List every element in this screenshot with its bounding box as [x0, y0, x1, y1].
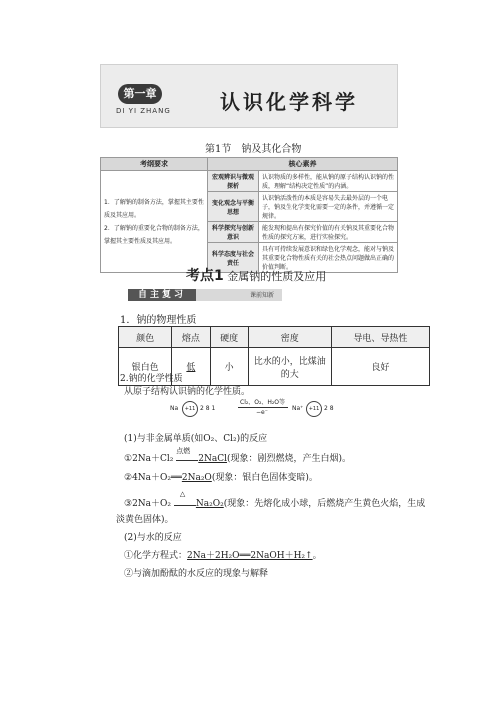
phys-value: 小 — [210, 348, 248, 386]
phys-header: 硬度 — [210, 327, 248, 348]
phys-value: 低 — [172, 348, 210, 386]
req-cat: 变化观念与平衡思想 — [208, 192, 259, 222]
reaction-1 — [124, 447, 352, 464]
na-right: Na⁺ — [292, 405, 304, 412]
r1-arrow — [176, 447, 198, 461]
phys-value: 银白色 — [119, 348, 172, 386]
arrow-line — [238, 407, 288, 408]
req-header-right: 核心素养 — [208, 158, 398, 171]
shells-right: 2 8 — [324, 405, 334, 412]
water-phenol: ②与滴加酚酞的水反应的现象与解释 — [124, 569, 269, 579]
r2-note: (现象：银白色固体变暗)。 — [211, 473, 318, 483]
r3-note: (现象：先熔化成小球，后燃烧产生黄色火焰，生成 — [223, 499, 426, 509]
r1-reactants: ①2Na＋Cl₂ — [124, 454, 174, 464]
requirements-table — [100, 157, 398, 273]
req-cat: 宏观辨识与微观探析 — [208, 171, 259, 192]
sub-heading-1: (1)与非金属单质(如O₂、Cl₂)的反应 — [124, 434, 268, 444]
req-left-2: 2．了解钠的重要化合物的制备方法，掌握其主要性质及其应用。 — [104, 224, 204, 245]
charge-right: +11 — [306, 401, 322, 417]
review-right: 课前知新 — [250, 292, 275, 299]
req-text: 具有可持续发展意识和绿色化学观念，能对与钠及其重要化合物性质有关的社会热点问题做出正确的价值判断。 — [259, 243, 398, 273]
phys-heading: 1．钠的物理性质 — [120, 315, 197, 326]
phys-header: 导电、导热性 — [331, 327, 429, 348]
reaction-3 — [124, 490, 426, 509]
phys-header: 熔点 — [172, 327, 210, 348]
chapter-title: 认识化学科学 — [220, 90, 358, 114]
reagents: Cl₂、O₂、H₂O等 — [240, 399, 286, 406]
req-header-left: 考纲要求 — [101, 158, 208, 171]
r1-product: 2NaCl — [198, 454, 228, 464]
review-label: 自主复习 — [128, 289, 196, 301]
w1-end: 。 — [312, 551, 322, 561]
req-cat: 科学态度与社会责任 — [208, 243, 259, 273]
req-left-cell — [101, 171, 208, 273]
charge-left: +11 — [182, 401, 198, 417]
phys-value: 良好 — [331, 348, 429, 386]
req-cat: 科学探究与创新意识 — [208, 222, 259, 243]
phys-value: 比水的小，比煤油的大 — [248, 348, 331, 386]
kaodian-label: 考点 — [186, 268, 214, 284]
r2-product: 2Na₂O — [181, 473, 212, 483]
r1-condition: 点燃 — [176, 447, 191, 455]
r2-reactants: ②4Na＋O₂══ — [124, 473, 182, 483]
req-text: 认识物质的多样性，能从钠的原子结构认识钠的性质，理解“结构决定性质”的内涵。 — [259, 171, 398, 192]
r3-product: Na₂O₂ — [195, 499, 224, 509]
w1-label: ①化学方程式： — [124, 551, 188, 561]
r1-note: (现象：剧烈燃烧，产生白烟)。 — [227, 454, 352, 464]
r3-condition: △ — [179, 490, 186, 498]
atom-diagram — [160, 397, 380, 427]
chem-intro: 从原子结构认识钠的化学性质。 — [124, 387, 251, 397]
chapter-pinyin: DI YI ZHANG — [116, 107, 171, 115]
sub-heading-2: (2)与水的反应 — [124, 533, 182, 543]
reaction-2 — [124, 470, 318, 483]
req-left-1: 1．了解钠的制备方法，掌握其主要性质及其应用。 — [104, 198, 204, 219]
kaodian-title: 金属钠的性质及应用 — [227, 270, 327, 283]
chem-heading: 2.钠的化学性质 — [120, 374, 183, 384]
req-text: 能发现和提出有探究价值的有关钠及其重要化合物性质的探究方案，进行实验探究。 — [259, 222, 398, 243]
r3-arrow — [174, 490, 196, 506]
chapter-badge: 第一章 — [118, 84, 162, 104]
phys-header: 颜色 — [119, 327, 172, 348]
shells-left: 2 8 1 — [200, 405, 216, 412]
na-left: Na — [170, 405, 179, 412]
kaodian-heading — [186, 265, 326, 285]
kaodian-number: 1 — [214, 268, 224, 284]
r3-reactants: ③2Na＋O₂ — [124, 499, 172, 509]
electron-loss: −e⁻ — [256, 409, 268, 416]
phys-header: 密度 — [248, 327, 331, 348]
r3-note-cont: 淡黄色固体)。 — [116, 515, 174, 525]
w1-equation: 2Na＋2H₂O══2NaOH＋H₂↑ — [187, 551, 313, 561]
water-eq — [124, 548, 322, 561]
req-text: 认识钠活泼性的本质是容易失去最外层的一个电子，钠及生化学变化需要一定的条件，并遵循一定规律。 — [259, 192, 398, 222]
section-title: 第1节 钠及其化合物 — [205, 144, 302, 155]
